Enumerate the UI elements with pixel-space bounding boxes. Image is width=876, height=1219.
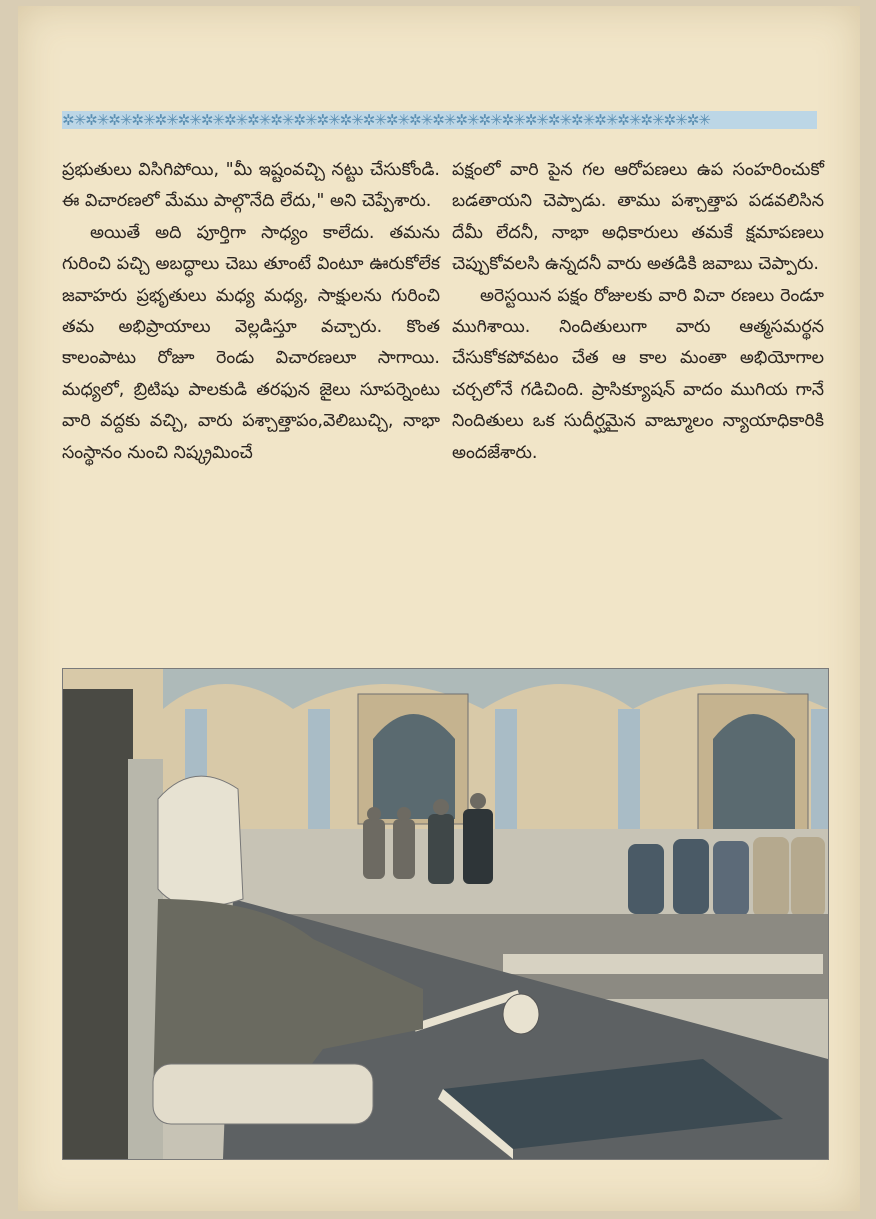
courtroom-illustration [62, 668, 829, 1160]
right-text-column [452, 155, 824, 469]
right-paragraph-1: పక్షంలో వారి పైన గల ఆరోపణలు ఉప సంహరించుకో బడతాయని చెప్పాడు. తాము పశ్చాత్తాప పడవలిసిన దేమీ లేదనీ, నాభా అధికారులు తమకే క్షమాపణలు చెప్పుకోవలసి ఉన్నదనీ వారు అతడికి జవాబు చెప్పారు. [452, 160, 824, 275]
border-pattern: ✲✳✲✳✲✳✲✳✲✳✲✳✲✳✲✳✲✳✲✳✲✳✲✳✲✳✲✳✲✳✲✳✲✳✲✳✲✳✲✳✲✳✲✳✲✳✲✳✲✳✲✳✲✳✲✳ [62, 111, 710, 129]
left-paragraph-2: అయితే అది పూర్తిగా సాధ్యం కాలేదు. తమను గురించి పచ్చి అబద్ధాలు చెబు తూంటే వింటూ ఊరుకోలేక జవాహరు ప్రభృతులు మధ్య మధ్య, సాక్షులను గురించి తమ అభిప్రాయాలు వెల్లడిస్తూ వచ్చారు. కొంత కాలంపాటు రోజూ రెండు విచారణలూ సాగాయి. మధ్యలో, బ్రిటిషు పాలకుడి తరఫున జైలు సూపర్నెంటు వారి వద్దకు వచ్చి, వారు పశ్చాత్తాపం,వెలిబుచ్చి, నాభా సంస్థానం నుంచి నిష్క్రమించే [62, 222, 440, 463]
decorative-border [62, 107, 817, 133]
left-paragraph-1: ప్రభుతులు విసిగిపోయి, "మీ ఇష్టంవచ్చి నట్టు చేసుకోండి. ఈ విచారణలో మేము పాల్గొనేది లేదు," అని చెప్పేశారు. [62, 160, 440, 212]
courtroom-drawing [63, 669, 828, 1159]
left-text-column [62, 155, 440, 469]
right-paragraph-2: అరెస్టయిన పక్షం రోజులకు వారి విచా రణలు రెండూ ముగిశాయి. నిందితులుగా వారు ఆత్మసమర్థన చేసుకోకపోవటం చేత ఆ కాల మంతా అభియోగాల చర్చలోనే గడిచింది. ప్రాసిక్యూషన్ వాదం ముగియ గానే నిందితులు ఒక సుదీర్ఘమైన వాఙ్మూలం న్యాయాధికారికి అందజేశారు. [452, 285, 824, 463]
